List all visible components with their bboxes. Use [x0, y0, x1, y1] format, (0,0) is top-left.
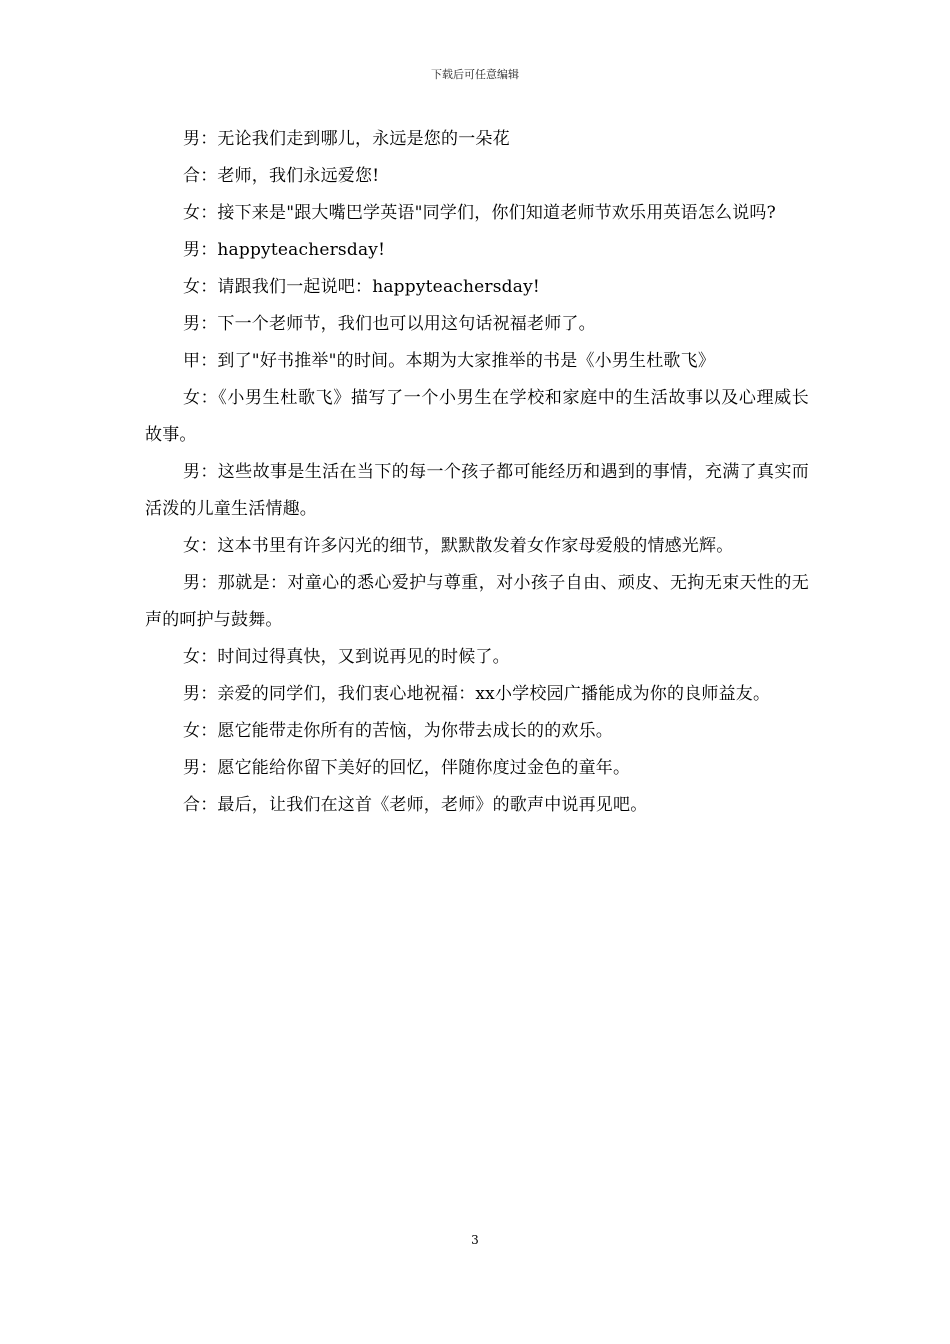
paragraph: 女：愿它能带走你所有的苦恼，为你带去成长的的欢乐。 [183, 721, 613, 741]
paragraph: 男：happyteachersday! [183, 240, 386, 260]
paragraph: 女：时间过得真快，又到说再见的时候了。 [183, 647, 510, 667]
document-body [145, 121, 809, 824]
paragraph: 男：亲爱的同学们，我们衷心地祝福：xx小学校园广播能成为你的良师益友。 [183, 684, 771, 704]
page-number: 3 [471, 1233, 479, 1247]
paragraph: 男：这些故事是生活在当下的每一个孩子都可能经历和遇到的事情，充满了真实而活泼的儿童生活情趣。 [145, 462, 809, 519]
paragraph: 合：最后，让我们在这首《老师，老师》的歌声中说再见吧。 [183, 795, 648, 815]
page-header: 下载后可任意编辑 [431, 68, 519, 81]
paragraph: 男：愿它能给你留下美好的回忆，伴随你度过金色的童年。 [183, 758, 631, 778]
paragraph: 男：无论我们走到哪儿，永远是您的一朵花 [183, 129, 510, 149]
paragraph: 合：老师，我们永远爱您! [183, 166, 380, 186]
paragraph: 女：《小男生杜歌飞》描写了一个小男生在学校和家庭中的生活故事以及心理威长故事。 [145, 388, 809, 445]
paragraph: 女：接下来是"跟大嘴巴学英语"同学们，你们知道老师节欢乐用英语怎么说吗? [183, 203, 776, 223]
paragraph: 男：下一个老师节，我们也可以用这句话祝福老师了。 [183, 314, 596, 334]
paragraph: 甲：到了"好书推举"的时间。本期为大家推举的书是《小男生杜歌飞》 [183, 351, 716, 371]
paragraph: 女：请跟我们一起说吧：happyteachersday! [183, 277, 540, 297]
paragraph: 男：那就是：对童心的悉心爱护与尊重，对小孩子自由、顽皮、无拘无束天性的无声的呵护与鼓舞。 [145, 573, 809, 630]
paragraph: 女：这本书里有许多闪光的细节，默默散发着女作家母爱般的情感光辉。 [183, 536, 734, 556]
